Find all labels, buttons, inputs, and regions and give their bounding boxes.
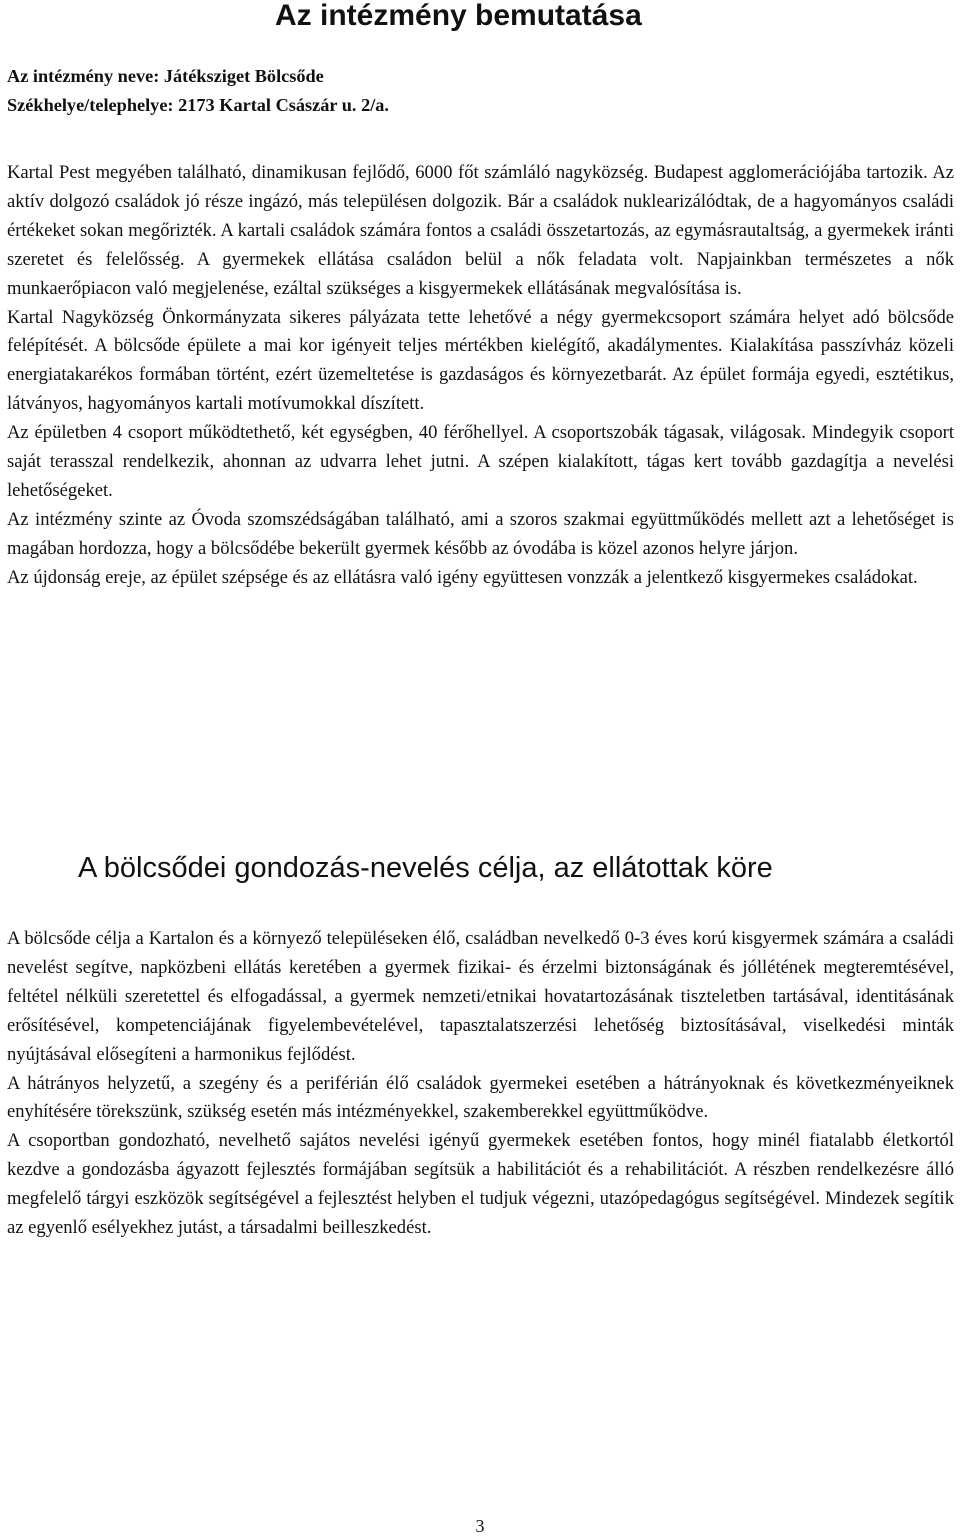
institution-address: Székhelye/telephelye: 2173 Kartal Császár u. 2/a. bbox=[7, 95, 389, 115]
intro-paragraph: Az újdonság ereje, az épület szépsége és az ellátásra való igény együttesen vonzzák a jelentkező kisgyermekes családokat. bbox=[7, 566, 918, 588]
page-number: 3 bbox=[475, 1516, 485, 1536]
intro-text bbox=[7, 159, 954, 593]
section-paragraph: A bölcsőde célja a Kartalon és a környező településeken élő, családban nevelkedő 0-3 éves korú kisgyermek számára a családi nevelést segítve, napközbeni ellátás keretében a gyermek fizikai- és érzelmi biztonságának és jóllétének megteremtésével, feltétel nélküli szeretettel és elfogadással, a gyermek nemzeti/etnikai hovatartozásának tiszteletben tartásával, identitásának erősítésével, kompetenciájának figyelembevételével, tapasztalatszerzési lehetőség biztosításával, viselkedési minták nyújtásával elősegíteni a harmonikus fejlődést. bbox=[7, 928, 954, 1065]
institution-name: Az intézmény neve: Játéksziget Bölcsőde bbox=[7, 66, 324, 86]
section-paragraph: A csoportban gondozható, nevelhető sajátos nevelési igényű gyermekek esetében fontos, hogy minél fiatalabb életkortól kezdve a gondozásba ágyazott fejlesztés formájában segítsük a habilitációt és a rehabilitációt. A részben rendelkezésre álló megfelelő tárgyi eszközök segítségével a fejlesztést helyben el tudjuk végezni, utazópedagógus segítségével. Mindezek segítik az egyenlő esélyekhez jutást, a társadalmi beilleszkedést. bbox=[7, 1130, 954, 1239]
page-title: Az intézmény bemutatása bbox=[275, 0, 642, 32]
intro-paragraph: Az épületben 4 csoport működtethető, két egységben, 40 férőhellyel. A csoportszobák tágasak, világosak. Mindegyik csoport saját terasszal rendelkezik, ahonnan az udvarra lehet jutni. A szépen kialakított, tágas kert tovább gazdagítja a nevelési lehetőségeket. bbox=[7, 422, 954, 501]
intro-paragraph: Az intézmény szinte az Óvoda szomszédságában található, ami a szoros szakmai együttműködés mellett azt a lehetőséget is magában hordozza, hogy a bölcsődébe bekerült gyermek később az óvodába is közel azonos helyre járjon. bbox=[7, 508, 954, 559]
intro-paragraph: Kartal Nagyközség Önkormányzata sikeres pályázata tette lehetővé a négy gyermekcsoport számára helyet adó bölcsőde felépítését. A bölcsőde épülete a mai kor igényeit teljes mértékben kielégítő, akadálymentes. Kialakítása passzívház közeli energiatakarékos formában történt, ezért üzemeltetése is gazdaságos és környezetbarát. Az épület formája egyedi, esztétikus, látványos, hagyományos kartali motívumokkal díszített. bbox=[7, 306, 954, 415]
institution-info bbox=[7, 62, 952, 120]
section-title: A bölcsődei gondozás-nevelés célja, az ellátottak köre bbox=[78, 852, 773, 884]
intro-paragraph: Kartal Pest megyében található, dinamikusan fejlődő, 6000 főt számláló nagyközség. Budapest agglomerációjába tartozik. Az aktív dolgozó családok jó része ingázó, más településen dolgozik. Bár a családok nuklearizálódtak, de a hagyományos családi értékeket sokan megőrizték. A kartali családok számára fontos a családi összetartozás, az egymásrautaltság, a gyermekek iránti szeretet és felelősség. A gyermekek ellátása családon belül a nők feladata volt. Napjainkban természetes a nők munkaerőpiacon való megjelenése, ezáltal szükséges a kisgyermekek ellátásának megvalósítása is. bbox=[7, 162, 954, 299]
section2-text bbox=[7, 925, 954, 1243]
section-paragraph: A hátrányos helyzetű, a szegény és a periférián élő családok gyermekei esetében a hátrányoknak és következményeiknek enyhítésére törekszünk, szükség esetén más intézményekkel, szakemberekkel együttműködve. bbox=[7, 1072, 954, 1123]
